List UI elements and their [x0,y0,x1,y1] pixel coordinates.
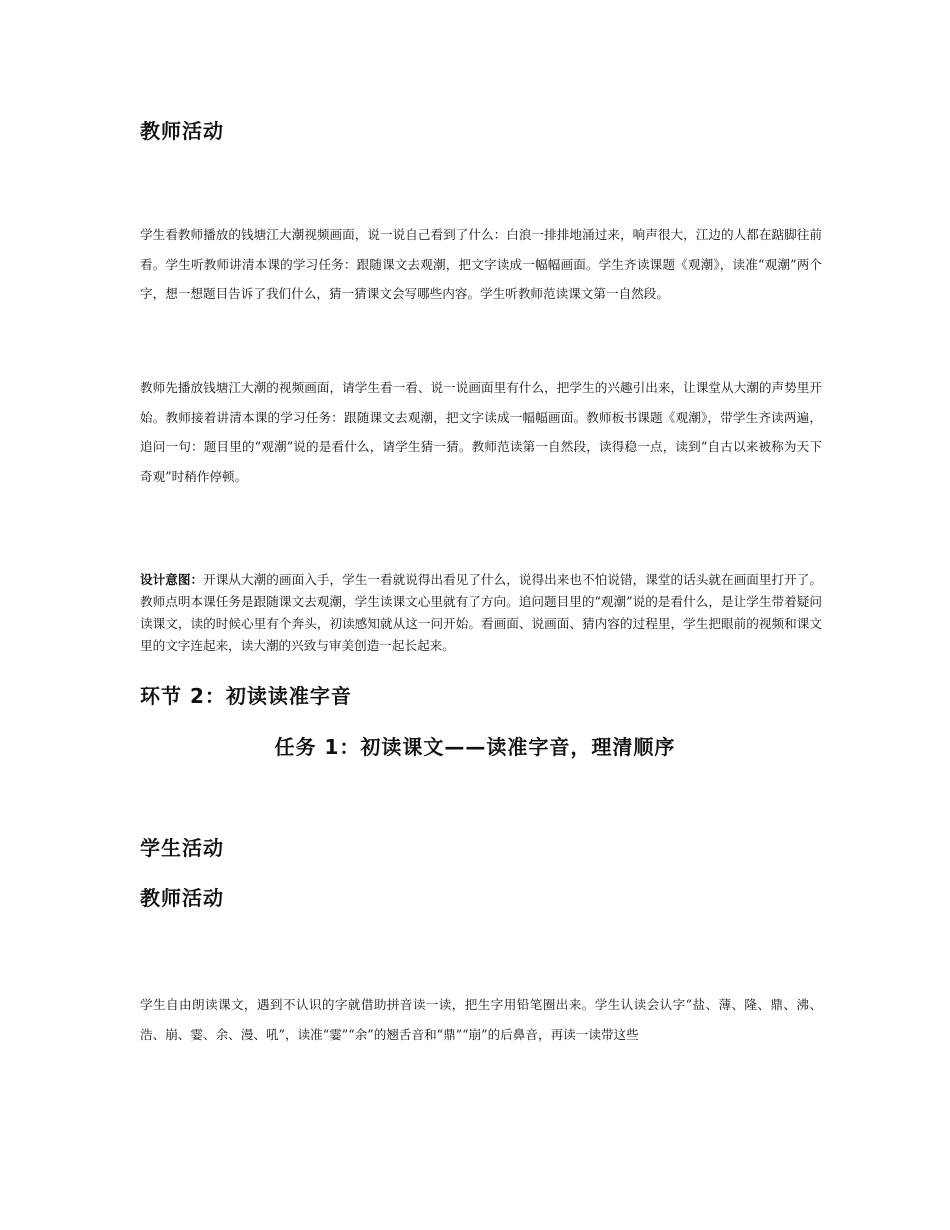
heading-teacher-activity: 教师活动 [140,119,224,143]
design-intent-text: 开课从大潮的画面入手，学生一看就说得出看见了什么，说得出来也不怕说错，课堂的话头就在画面里打开了。教师点明本课任务是跟随课文去观潮，学生读课文心里就有了方向。追问题目里的“观潮”说的是看什么，是让学生带着疑问读课文，读的时候心里有个奔头，初读感知就从这一问开始。看画面、说画面、猜内容的过程里，学生把眼前的视频和课文里的文字连起来，读大潮的兴致与审美创造一起长起来。 [140,572,823,653]
heading-student-activity: 学生活动 [140,836,224,860]
paragraph-student-activity: 学生看教师播放的钱塘江大潮视频画面，说一说自己看到了什么：白浪一排排地涌过来，响声很大，江边的人都在踮脚往前看。学生听教师讲清本课的学习任务：跟随课文去观潮，把文字读成一幅幅画面。学生齐读课题《观潮》，读准“观潮”两个字，想一想题目告诉了我们什么，猜一猜课文会写哪些内容。学生听教师范读课文第一自然段。 [140,227,822,301]
heading-task-1: 任务 1：初读课文——读准字音，理清顺序 [274,735,676,759]
heading-step-2: 环节 2：初读读准字音 [140,684,352,708]
heading-teacher-activity-2: 教师活动 [140,886,224,910]
design-intent-label: 设计意图： [140,572,204,587]
paragraph-design-intent [140,569,822,657]
paragraph-student-activity-2: 学生自由朗读课文，遇到不认识的字就借助拼音读一读，把生字用铅笔圈出来。学生认读会认字“盐、薄、隆、鼎、沸、浩、崩、霎、余、漫、吼”，读准“霎”“余”的翘舌音和“鼎”“崩”的后鼻音，再读一读带这些 [140,997,822,1042]
paragraph-teacher-activity: 教师先播放钱塘江大潮的视频画面，请学生看一看、说一说画面里有什么，把学生的兴趣引出来，让课堂从大潮的声势里开始。教师接着讲清本课的学习任务：跟随课文去观潮，把文字读成一幅幅画面。教师板书课题《观潮》，带学生齐读两遍，追问一句：题目里的“观潮”说的是看什么，请学生猜一猜。教师范读第一自然段，读得稳一点，读到“自古以来被称为天下奇观”时稍作停顿。 [140,380,822,484]
